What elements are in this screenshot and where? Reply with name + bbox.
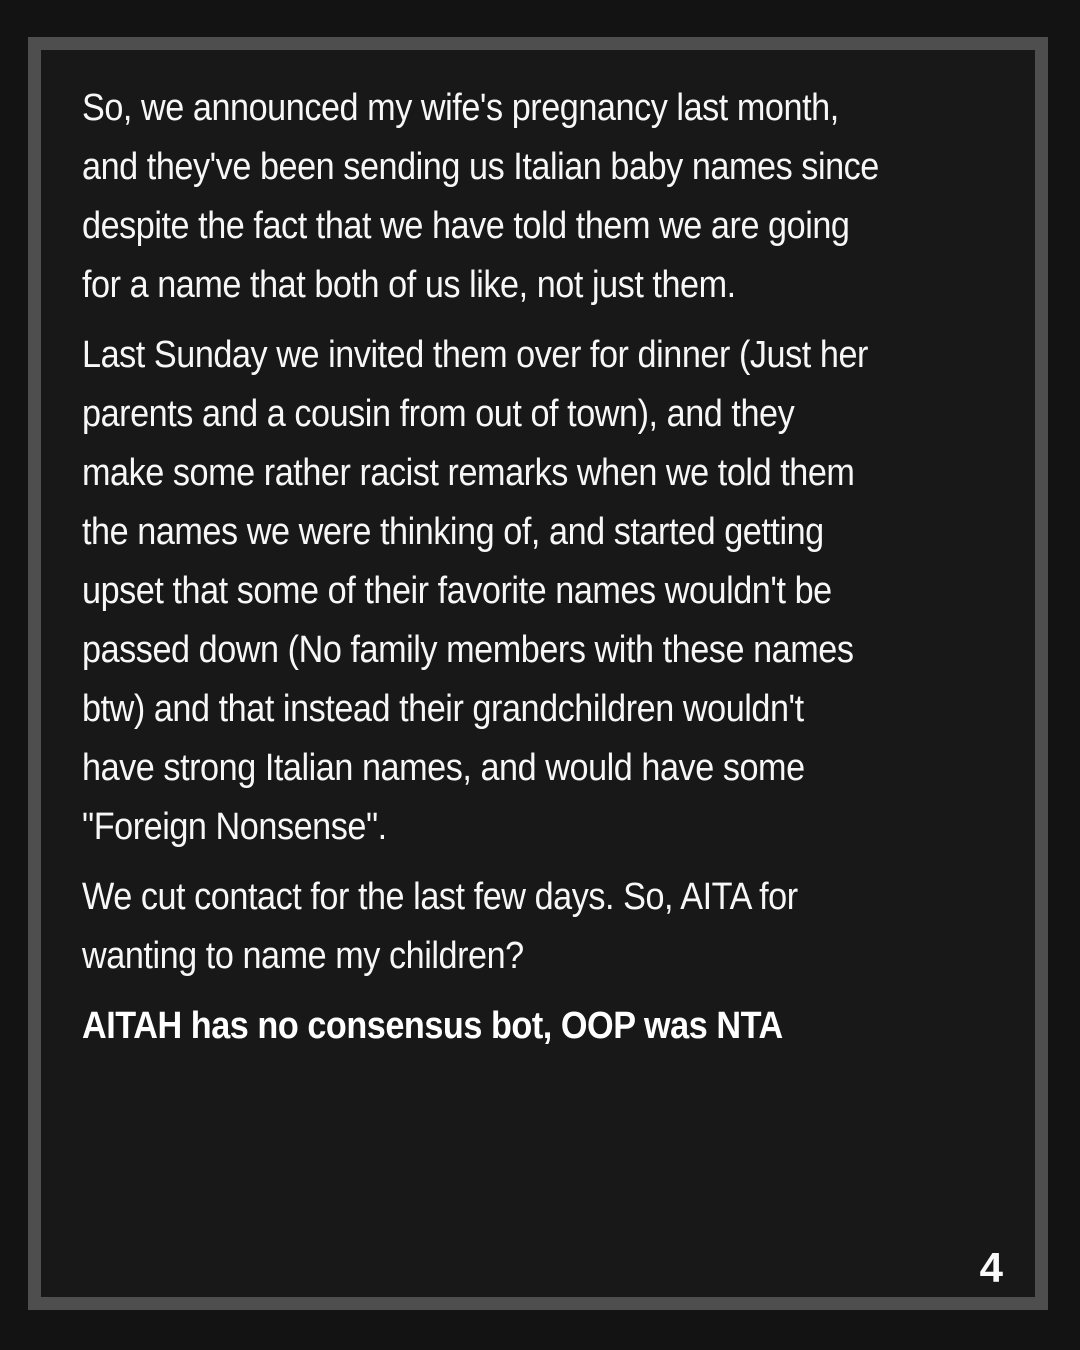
text-line: make some rather racist remarks when we told them [82,452,855,494]
paragraph [82,868,922,986]
text-line: wanting to name my children? [82,935,524,977]
post-content [82,79,1015,1056]
text-line: upset that some of their favorite names wouldn't be [82,570,832,612]
text-line: passed down (No family members with these names [82,629,854,671]
paragraph [82,326,922,857]
text-line: parents and a cousin from out of town), and they [82,393,795,435]
text-line: btw) and that instead their grandchildren wouldn't [82,688,804,730]
content-frame [28,37,1048,1310]
text-line: have strong Italian names, and would have some [82,747,805,789]
text-line: "Foreign Nonsense". [82,806,387,848]
text-line: the names we were thinking of, and started getting [82,511,824,553]
text-line: We cut contact for the last few days. So, AITA for [82,876,798,918]
paragraph [82,79,922,315]
text-line: and they've been sending us Italian baby names since [82,146,879,188]
post-body [82,79,1015,986]
verdict-text: AITAH has no consensus bot, OOP was NTA [82,1005,783,1047]
page-number: 4 [979,1244,1003,1291]
text-line: So, we announced my wife's pregnancy last month, [82,87,839,129]
text-line: despite the fact that we have told them we are going [82,205,850,247]
text-line: Last Sunday we invited them over for dinner (Just her [82,334,868,376]
text-line: for a name that both of us like, not just them. [82,264,736,306]
